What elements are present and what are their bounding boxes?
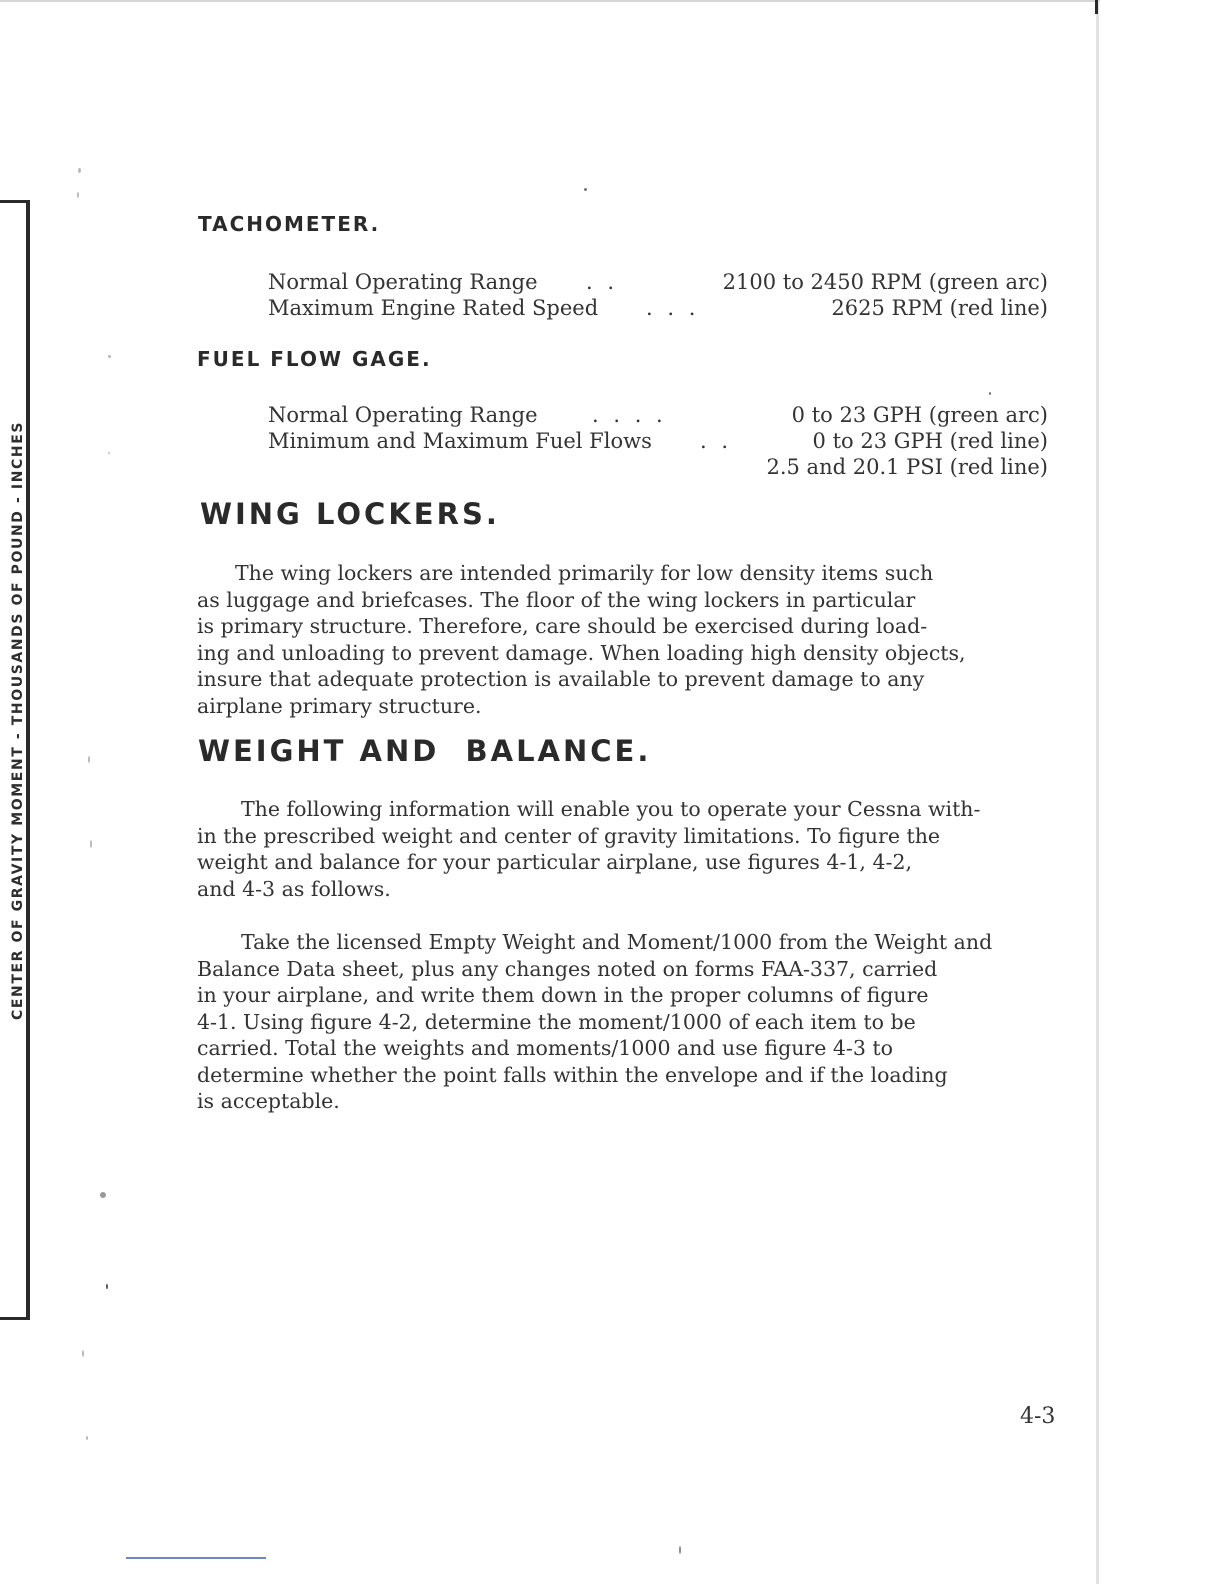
scan-speck xyxy=(989,392,991,395)
scan-speck xyxy=(100,1192,106,1198)
spec-label: Normal Operating Range xyxy=(268,403,538,427)
spec-value: 2100 to 2450 RPM (green arc) xyxy=(722,270,1048,294)
paragraph-line: 4-1. Using figure 4-2, determine the moment/1000 of each item to be xyxy=(197,1009,916,1034)
paragraph-line: The following information will enable you to operate your Cessna with- xyxy=(241,797,981,821)
tachometer-heading: TACHOMETER. xyxy=(198,212,381,236)
tachometer-row xyxy=(268,269,1048,295)
page-top-rule xyxy=(0,0,1100,2)
side-tab-label: CENTER OF GRAVITY MOMENT - THOUSANDS OF POUND - INCHES xyxy=(10,420,26,1020)
scan-speck xyxy=(77,192,79,198)
weight-and-balance-heading: WEIGHT AND BALANCE. xyxy=(198,734,652,768)
scan-speck xyxy=(679,1546,681,1554)
tachometer-row xyxy=(268,295,1048,321)
page-right-edge-mark xyxy=(1095,0,1098,14)
leader-dots: . . . . xyxy=(592,403,667,427)
paragraph-line: The wing lockers are intended primarily for low density items such xyxy=(235,561,934,585)
spec-label: Normal Operating Range xyxy=(268,270,538,294)
weight-balance-paragraph-1 xyxy=(197,796,1077,902)
weight-balance-paragraph-2 xyxy=(197,929,1077,1115)
spec-value: 2625 RPM (red line) xyxy=(831,296,1048,320)
paragraph-line: in the prescribed weight and center of gravity limitations. To figure the xyxy=(197,823,941,848)
paragraph-line: and 4-3 as follows. xyxy=(197,876,391,901)
scan-speck xyxy=(88,756,90,763)
page-number: 4-3 xyxy=(1020,1404,1056,1429)
paragraph-line: insure that adequate protection is available to prevent damage to any xyxy=(197,667,925,691)
paragraph-line: weight and balance for your particular airplane, use figures 4-1, 4-2, xyxy=(197,850,912,874)
leader-dots: . . xyxy=(586,270,619,294)
spec-value: 0 to 23 GPH (red line) xyxy=(812,429,1048,453)
leader-dots: . . xyxy=(700,429,733,453)
scan-speck xyxy=(82,1350,84,1357)
fuel-flow-gage-heading: FUEL FLOW GAGE. xyxy=(197,347,432,371)
leader-dots: . . . xyxy=(646,296,700,320)
paragraph-line: carried. Total the weights and moments/1000 and use figure 4-3 to xyxy=(197,1036,893,1060)
scan-speck xyxy=(584,188,587,191)
scan-speck xyxy=(108,452,110,454)
fuel-flow-row xyxy=(268,454,1048,480)
paragraph-line: is acceptable. xyxy=(197,1089,340,1113)
page-right-edge xyxy=(1096,0,1099,1584)
scan-speck xyxy=(90,840,92,848)
paragraph-line: airplane primary structure. xyxy=(197,693,482,718)
fuel-flow-row xyxy=(268,428,1048,454)
paragraph-line: in your airplane, and write them down in the proper columns of figure xyxy=(197,983,929,1007)
scan-speck xyxy=(78,168,81,173)
fuel-flow-row xyxy=(268,402,1048,428)
paragraph-line: as luggage and briefcases. The floor of the wing lockers in particular xyxy=(197,587,916,612)
spec-value: 2.5 and 20.1 PSI (red line) xyxy=(766,455,1048,479)
wing-lockers-heading: WING LOCKERS. xyxy=(200,497,500,531)
paragraph-line: ing and unloading to prevent damage. When loading high density objects, xyxy=(197,640,966,665)
wing-lockers-paragraph xyxy=(197,560,1077,719)
bottom-rule xyxy=(126,1557,266,1559)
spec-value: 0 to 23 GPH (green arc) xyxy=(791,403,1048,427)
scan-speck xyxy=(86,1436,88,1440)
scan-speck xyxy=(106,1284,108,1289)
spec-label: Maximum Engine Rated Speed xyxy=(268,296,599,320)
spec-label: Minimum and Maximum Fuel Flows xyxy=(268,429,652,453)
paragraph-line: determine whether the point falls within the envelope and if the loading xyxy=(197,1062,948,1087)
paragraph-line: Balance Data sheet, plus any changes noted on forms FAA-337, carried xyxy=(197,956,938,981)
paragraph-line: Take the licensed Empty Weight and Moment/1000 from the Weight and xyxy=(241,930,993,954)
paragraph-line: is primary structure. Therefore, care should be exercised during load- xyxy=(197,614,928,638)
scan-speck xyxy=(108,355,111,358)
